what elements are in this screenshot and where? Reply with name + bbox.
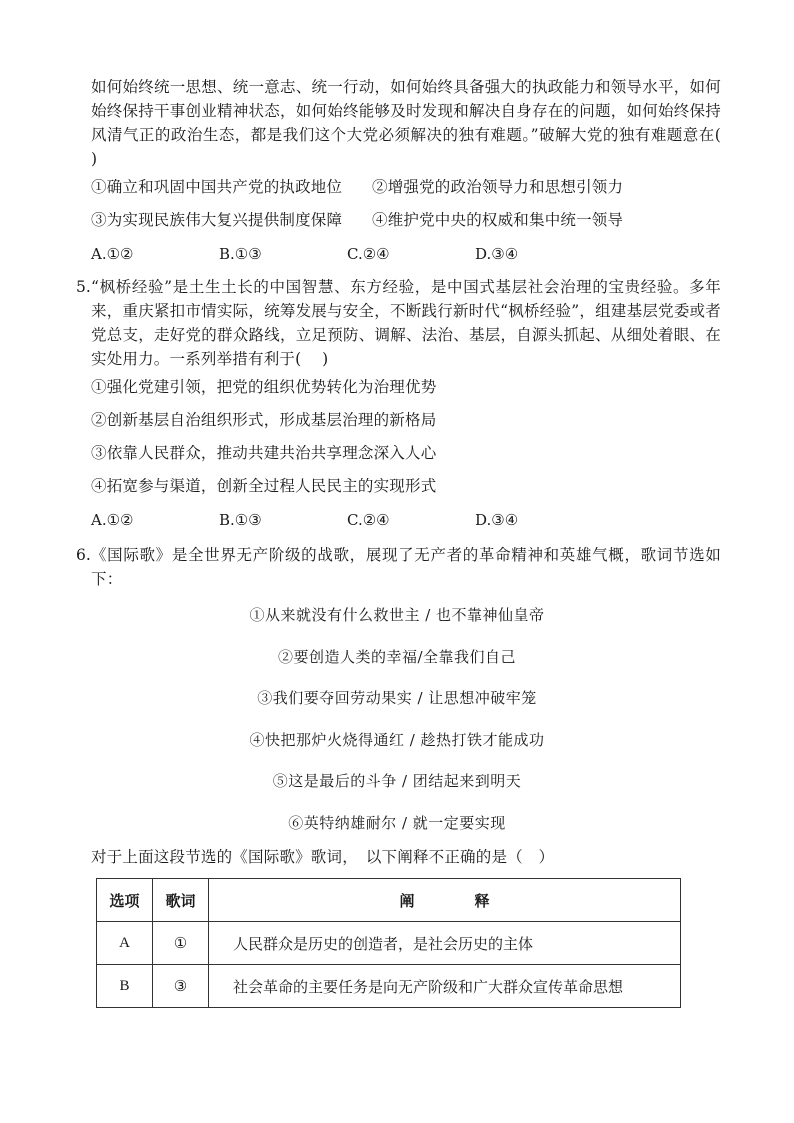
q5-stem: “枫桥经验”是土生土长的中国智慧、东方经验，是中国式基层社会治理的宝贵经验。多年来，重庆紧扣市情实际，统筹发展与安全，不断践行新时代“枫桥经验”，组建基层党委或者党总支，走好党的群众路线，立足预防、调解、法治、基层，自源头抓起、从细处着眼、在实处用力。一系列举措有利于( ) — [91, 278, 721, 368]
q5-statement-3: ③依靠人民群众，推动共建共治共享理念深入人心 — [91, 444, 437, 462]
q6-lyric-1: ①从来就没有什么救世主 / 也不靠神仙皇帝 — [249, 606, 545, 624]
header-lyric: 歌词 — [153, 879, 209, 922]
q4-stem: 如何始终统一思想、统一意志、统一行动，如何始终具备强大的执政能力和领导水平，如何始终保持干事创业精神状态，如何始终能够及时发现和解决自身存在的问题，如何始终保持风清气正的政治生态，都是我们这个大党必须解决的独有难题。”破解大党的独有难题意在( ) — [91, 78, 742, 168]
q5-statement-4: ④拓宽参与渠道，创新全过程人民民主的实现形式 — [91, 477, 437, 495]
q5-option-a[interactable]: A.①② — [91, 511, 134, 529]
row-lyric: ① — [153, 922, 209, 965]
q4-option-a[interactable]: A.①② — [91, 245, 134, 263]
q4-statement-3: ③为实现民族伟大复兴提供制度保障 — [91, 211, 343, 229]
q4-statement-1: ①确立和巩固中国共产党的执政地位 — [91, 178, 343, 196]
q6-lyric-5: ⑤这是最后的斗争 / 团结起来到明天 — [272, 772, 522, 790]
q4-option-c[interactable]: C.②④ — [347, 245, 390, 263]
q6-lyric-4: ④快把那炉火烧得通红 / 趁热打铁才能成功 — [249, 731, 545, 749]
q6-answer-table — [96, 878, 681, 1008]
q5-option-b[interactable]: B.①③ — [219, 511, 262, 529]
header-explanation: 阐 释 — [209, 879, 681, 922]
q6-question: 对于上面这段节选的《国际歌》歌词， 以下阐释不正确的是（ ） — [91, 848, 555, 866]
q6-lyric-6: ⑥英特纳雄耐尔 / 就一定要实现 — [288, 814, 506, 832]
q4-option-b[interactable]: B.①③ — [219, 245, 262, 263]
q5-statement-1: ①强化党建引领，把党的组织优势转化为治理优势 — [91, 378, 437, 396]
q4-statement-4: ④维护党中央的权威和集中统一领导 — [372, 211, 624, 229]
q4-option-d[interactable]: D.③④ — [475, 245, 519, 263]
row-option: B — [97, 965, 153, 1008]
row-explanation: 社会革命的主要任务是向无产阶级和广大群众宣传革命思想 — [209, 965, 681, 1008]
q4-statement-2: ②增强党的政治领导力和思想引领力 — [372, 178, 624, 196]
row-lyric: ③ — [153, 965, 209, 1008]
row-explanation: 人民群众是历史的创造者，是社会历史的主体 — [209, 922, 681, 965]
q6-number: 6. — [76, 546, 91, 564]
q5-number: 5. — [76, 278, 91, 296]
row-option: A — [97, 922, 153, 965]
q5-option-d[interactable]: D.③④ — [475, 511, 519, 529]
q6-lyric-2: ②要创造人类的幸福/全靠我们自己 — [277, 648, 517, 666]
table-header-row — [97, 879, 681, 922]
q6-stem: 《国际歌》是全世界无产阶级的战歌，展现了无产者的革命精神和英雄气概，歌词节选如下： — [91, 546, 721, 588]
q5-statement-2: ②创新基层自治组织形式，形成基层治理的新格局 — [91, 411, 437, 429]
table-row[interactable] — [97, 922, 681, 965]
q5-option-c[interactable]: C.②④ — [347, 511, 390, 529]
table-row[interactable] — [97, 965, 681, 1008]
q6-lyric-3: ③我们要夺回劳动果实 / 让思想冲破牢笼 — [257, 689, 537, 707]
header-option: 选项 — [97, 879, 153, 922]
